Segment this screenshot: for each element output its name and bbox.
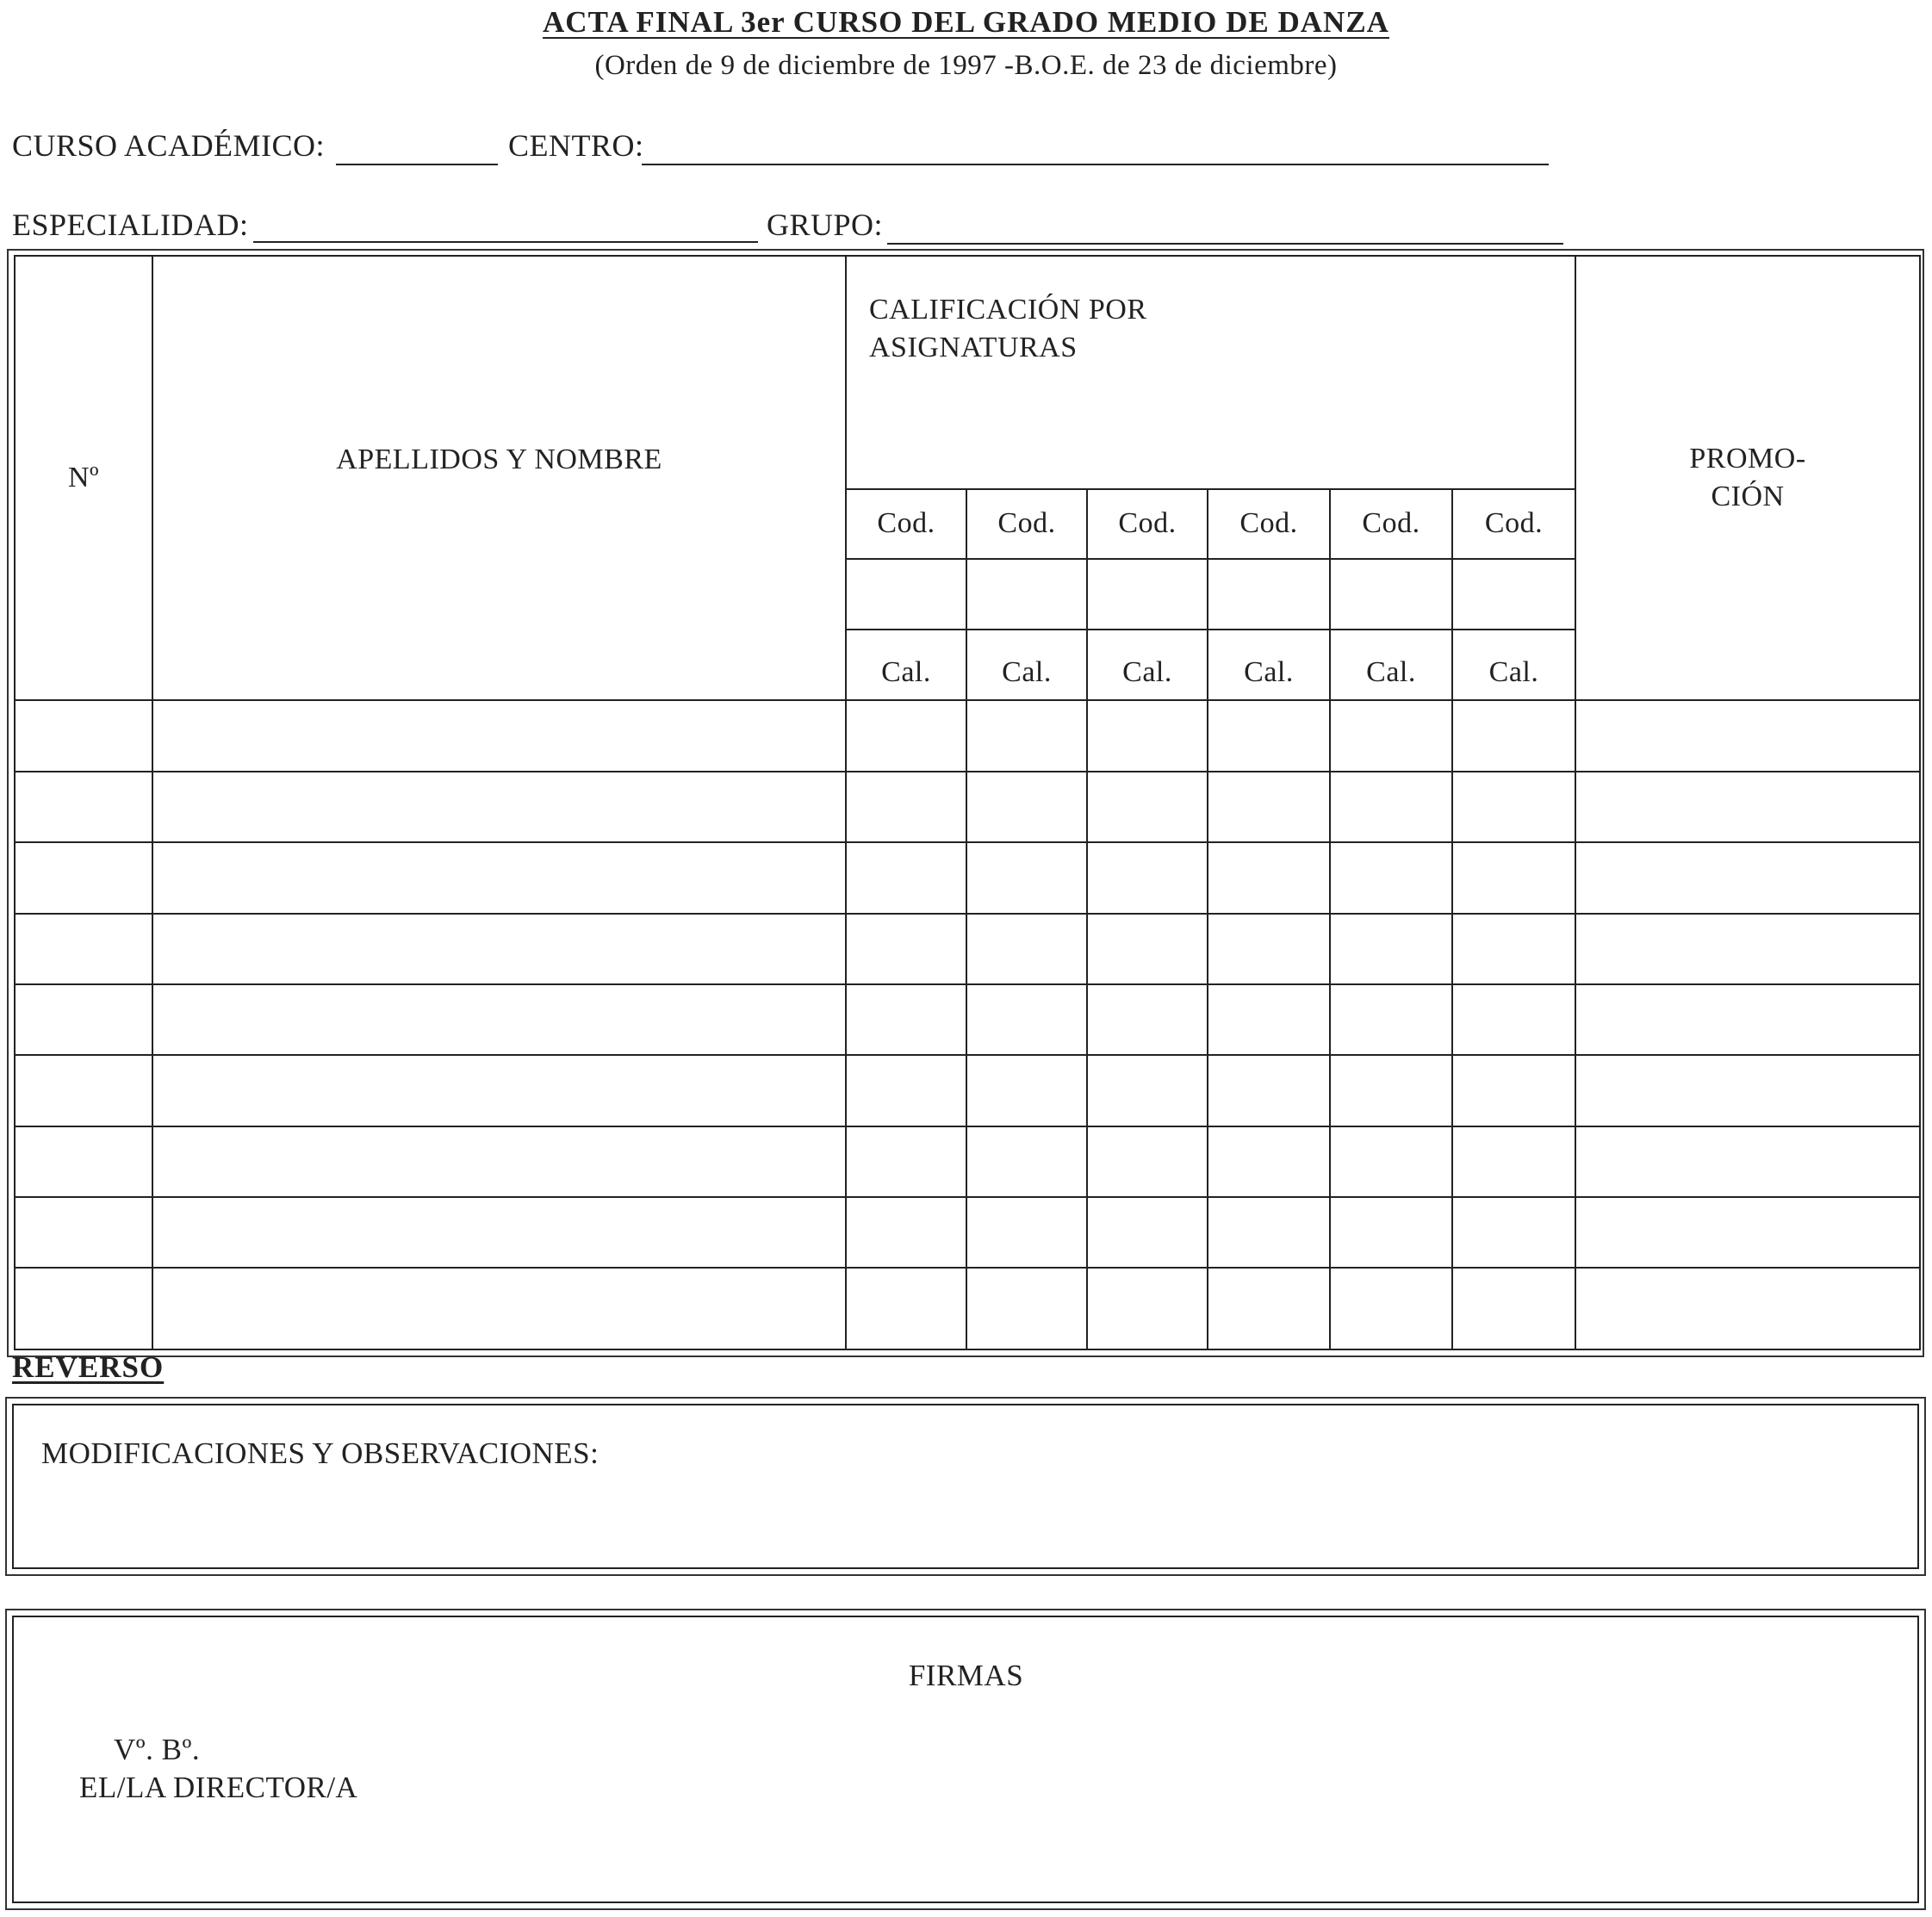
header-calificacion-line2: ASIGNATURAS: [869, 332, 1078, 363]
table-row: [15, 1197, 1920, 1268]
grade-cell[interactable]: [966, 914, 1087, 984]
grade-cell[interactable]: [1330, 700, 1452, 771]
name-cell[interactable]: [152, 1268, 846, 1349]
grade-cell[interactable]: [1452, 1055, 1575, 1126]
cod-value-cell[interactable]: [1452, 559, 1575, 630]
cod-label: Cod.: [1087, 489, 1208, 558]
grade-cell[interactable]: [1087, 1055, 1208, 1126]
cal-label: Cal.: [1330, 630, 1452, 700]
grade-cell[interactable]: [846, 914, 966, 984]
grade-cell[interactable]: [966, 842, 1087, 913]
document-title: ACTA FINAL 3er CURSO DEL GRADO MEDIO DE DANZA: [543, 5, 1389, 39]
grade-cell[interactable]: [846, 842, 966, 913]
number-cell[interactable]: [15, 700, 152, 771]
cal-label: Cal.: [1208, 630, 1330, 700]
name-cell[interactable]: [152, 772, 846, 842]
grade-cell[interactable]: [966, 1126, 1087, 1197]
grade-cell[interactable]: [1208, 1055, 1330, 1126]
grade-cell[interactable]: [1208, 842, 1330, 913]
promocion-cell[interactable]: [1575, 842, 1920, 913]
number-cell[interactable]: [15, 1197, 152, 1268]
grade-cell[interactable]: [846, 700, 966, 771]
cod-label: Cod.: [1208, 489, 1330, 558]
name-cell[interactable]: [152, 1126, 846, 1197]
header-promocion-line2: CIÓN: [1711, 481, 1785, 513]
grade-cell[interactable]: [1087, 1126, 1208, 1197]
header-number: Nº: [15, 256, 152, 700]
grade-cell[interactable]: [966, 700, 1087, 771]
grade-cell[interactable]: [1452, 1197, 1575, 1268]
grade-cell[interactable]: [1452, 842, 1575, 913]
cod-value-cell[interactable]: [1330, 559, 1452, 630]
curso-academico-label: CURSO ACADÉMICO:: [12, 128, 326, 163]
header-calificacion: [846, 256, 1575, 489]
firmas-title: FIRMAS: [908, 1659, 1024, 1692]
centro-label: CENTRO:: [508, 128, 644, 163]
grade-cell[interactable]: [1087, 1268, 1208, 1349]
reverso-label: REVERSO: [12, 1350, 165, 1384]
grade-cell[interactable]: [1208, 1126, 1330, 1197]
number-cell[interactable]: [15, 1126, 152, 1197]
especialidad-field[interactable]: [253, 241, 758, 243]
grade-cell[interactable]: [1087, 1197, 1208, 1268]
name-cell[interactable]: [152, 914, 846, 984]
promocion-cell[interactable]: [1575, 1268, 1920, 1349]
header-promocion: [1575, 256, 1920, 700]
table-row: [15, 1268, 1920, 1349]
grade-cell[interactable]: [1208, 914, 1330, 984]
table-row: [15, 700, 1920, 771]
table-row: [15, 772, 1920, 842]
grade-cell[interactable]: [1452, 1126, 1575, 1197]
grade-cell[interactable]: [1330, 1126, 1452, 1197]
grades-table: [14, 255, 1921, 1350]
grade-cell[interactable]: [1452, 914, 1575, 984]
director-signature-label: EL/LA DIRECTOR/A: [79, 1771, 358, 1804]
number-cell[interactable]: [15, 1055, 152, 1126]
name-cell[interactable]: [152, 984, 846, 1055]
grade-cell[interactable]: [1208, 772, 1330, 842]
promocion-cell[interactable]: [1575, 1197, 1920, 1268]
header-name-label: APELLIDOS Y NOMBRE: [336, 444, 662, 476]
cod-value-cell[interactable]: [1087, 559, 1208, 630]
cod-value-cell[interactable]: [966, 559, 1087, 630]
grade-cell[interactable]: [1330, 842, 1452, 913]
promocion-cell[interactable]: [1575, 984, 1920, 1055]
curso-academico-field[interactable]: [336, 164, 498, 165]
grade-cell[interactable]: [1208, 1268, 1330, 1349]
table-row: [15, 842, 1920, 913]
grade-cell[interactable]: [1330, 1268, 1452, 1349]
visto-bueno: Vº. Bº.: [114, 1733, 201, 1766]
grade-cell[interactable]: [1208, 984, 1330, 1055]
header-name: [152, 256, 846, 700]
grade-cell[interactable]: [846, 1197, 966, 1268]
promocion-cell[interactable]: [1575, 700, 1920, 771]
grade-cell[interactable]: [1087, 772, 1208, 842]
number-cell[interactable]: [15, 1268, 152, 1349]
number-cell[interactable]: [15, 984, 152, 1055]
grade-cell[interactable]: [1087, 700, 1208, 771]
name-cell[interactable]: [152, 700, 846, 771]
grade-cell[interactable]: [1452, 700, 1575, 771]
promocion-cell[interactable]: [1575, 1055, 1920, 1126]
grupo-field[interactable]: [887, 243, 1563, 245]
promocion-cell[interactable]: [1575, 914, 1920, 984]
table-row: [15, 1126, 1920, 1197]
grade-cell[interactable]: [966, 984, 1087, 1055]
grade-cell[interactable]: [1330, 1197, 1452, 1268]
number-cell[interactable]: [15, 914, 152, 984]
grade-cell[interactable]: [966, 1055, 1087, 1126]
grade-cell[interactable]: [846, 984, 966, 1055]
table-row: [15, 984, 1920, 1055]
grade-cell[interactable]: [1208, 1197, 1330, 1268]
observaciones-label: MODIFICACIONES Y OBSERVACIONES:: [41, 1436, 599, 1470]
name-cell[interactable]: [152, 842, 846, 913]
cod-label: Cod.: [1452, 489, 1575, 558]
table-row: [15, 914, 1920, 984]
cal-label: Cal.: [846, 630, 966, 700]
table-row: [15, 1055, 1920, 1126]
grade-cell[interactable]: [966, 1268, 1087, 1349]
cod-value-cell[interactable]: [846, 559, 966, 630]
promocion-cell[interactable]: [1575, 772, 1920, 842]
cod-value-cell[interactable]: [1208, 559, 1330, 630]
cod-label: Cod.: [846, 489, 966, 558]
promocion-cell[interactable]: [1575, 1126, 1920, 1197]
grupo-label: GRUPO:: [767, 208, 884, 242]
grade-cell[interactable]: [1452, 984, 1575, 1055]
name-cell[interactable]: [152, 1055, 846, 1126]
name-cell[interactable]: [152, 1197, 846, 1268]
cod-label: Cod.: [966, 489, 1087, 558]
grade-cell[interactable]: [1452, 1268, 1575, 1349]
grade-cell[interactable]: [846, 1055, 966, 1126]
grade-cell[interactable]: [966, 772, 1087, 842]
grade-cell[interactable]: [1330, 914, 1452, 984]
grade-cell[interactable]: [1330, 772, 1452, 842]
grade-cell[interactable]: [1087, 914, 1208, 984]
cod-label: Cod.: [1330, 489, 1452, 558]
grade-cell[interactable]: [1087, 842, 1208, 913]
grade-cell[interactable]: [1452, 772, 1575, 842]
observaciones-box[interactable]: [12, 1404, 1919, 1569]
cal-label: Cal.: [1087, 630, 1208, 700]
header-calificacion-line1: CALIFICACIÓN POR: [869, 294, 1147, 326]
number-cell[interactable]: [15, 842, 152, 913]
grade-cell[interactable]: [846, 1268, 966, 1349]
grade-cell[interactable]: [846, 772, 966, 842]
cal-label: Cal.: [1452, 630, 1575, 700]
grade-cell[interactable]: [966, 1197, 1087, 1268]
centro-field[interactable]: [642, 164, 1549, 165]
especialidad-label: ESPECIALIDAD:: [12, 208, 249, 242]
grade-cell[interactable]: [1208, 700, 1330, 771]
number-cell[interactable]: [15, 772, 152, 842]
grade-cell[interactable]: [1330, 1055, 1452, 1126]
document-subtitle: (Orden de 9 de diciembre de 1997 -B.O.E. de 23 de diciembre): [594, 50, 1338, 81]
grade-cell[interactable]: [1087, 984, 1208, 1055]
header-promocion-line1: PROMO-: [1689, 443, 1806, 475]
cal-label: Cal.: [966, 630, 1087, 700]
grade-cell[interactable]: [846, 1126, 966, 1197]
grade-cell[interactable]: [1330, 984, 1452, 1055]
